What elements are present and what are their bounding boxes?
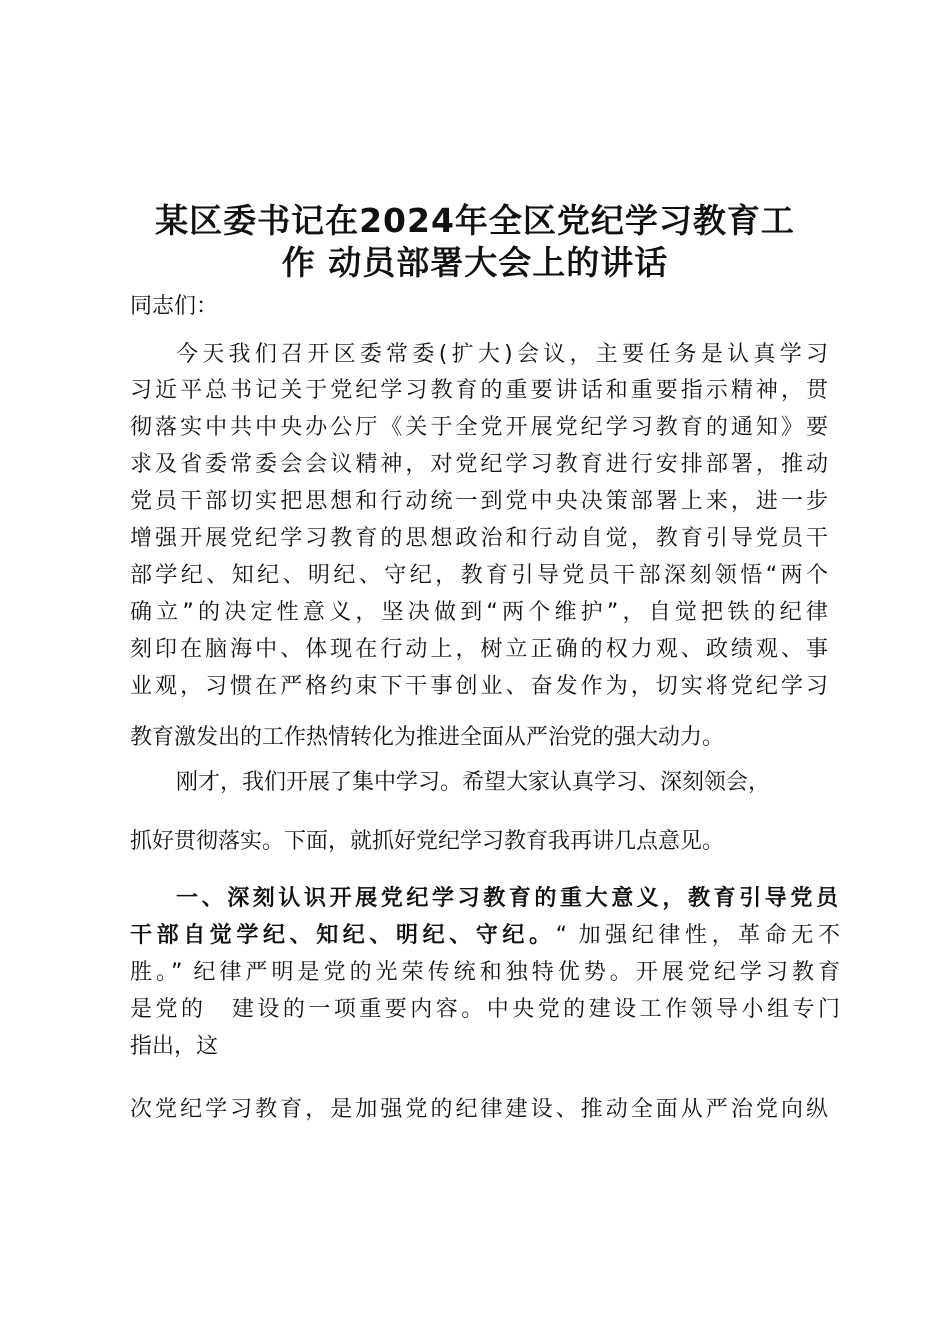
section-heading: 一、深刻认识开展党纪学习教育的重大意义，教育引导党员	[176, 886, 838, 911]
paragraph-line: 增强开展党纪学习教育的思想政治和行动自觉，教育引导党员干	[130, 526, 828, 551]
paragraph-line: 习近平总书记关于党纪学习教育的重要讲话和重要指示精神，贯	[130, 378, 828, 403]
paragraph-line: 抓好贯彻落实。下面，就抓好党纪学习教育我再讲几点意见。	[130, 829, 725, 854]
title-line-2: 作 动员部署大会上的讲话	[281, 243, 669, 282]
paragraph-line: 教育激发出的工作热情转化为推进全面从严治党的强大动力。	[130, 725, 725, 750]
paragraph-line: 刻印在脑海中、体现在行动上，树立正确的权力观、政绩观、事	[130, 637, 828, 662]
paragraph-line: 是党的 建设的一项重要内容。中央党的建设工作领导小组专门	[130, 997, 840, 1022]
paragraph-line: 部学纪、知纪、明纪、守纪，教育引导党员干部深刻领悟“两个	[130, 563, 828, 588]
paragraph-line: 胜。” 纪律严明是党的光荣传统和独特优势。开展党纪学习教育	[130, 960, 840, 985]
paragraph-line: 刚才，我们开展了集中学习。希望大家认真学习、深刻领会，	[176, 770, 771, 795]
section-heading-end: 干部自觉学纪、知纪、明纪、守纪。	[130, 923, 556, 948]
quote-start: “ 加强纪律性，革命无不	[555, 923, 840, 948]
paragraph-line: 确立”的决定性意义，坚决做到“两个维护”，自觉把铁的纪律	[130, 600, 828, 625]
title-line-1: 某区委书记在2024年全区党纪学习教育工	[155, 201, 795, 240]
paragraph-line: 次党纪学习教育，是加强党的纪律建设、推动全面从严治党向纵	[130, 1097, 828, 1122]
paragraph-line: 党员干部切实把思想和行动统一到党中央决策部署上来，进一步	[130, 489, 828, 514]
paragraph-line: 指出，这	[130, 1034, 219, 1059]
paragraph-line: 今天我们召开区委常委(扩大)会议，主要任务是认真学习	[176, 342, 828, 367]
section-heading-continued	[130, 921, 840, 951]
paragraph-line: 彻落实中共中央办公厅《关于全党开展党纪学习教育的通知》要	[130, 415, 828, 440]
document-title	[110, 200, 840, 284]
paragraph-line: 求及省委常委会会议精神，对党纪学习教育进行安排部署，推动	[130, 452, 828, 477]
greeting: 同志们：	[130, 294, 219, 319]
paragraph-line: 业观，习惯在严格约束下干事创业、奋发作为，切实将党纪学习	[130, 674, 828, 699]
